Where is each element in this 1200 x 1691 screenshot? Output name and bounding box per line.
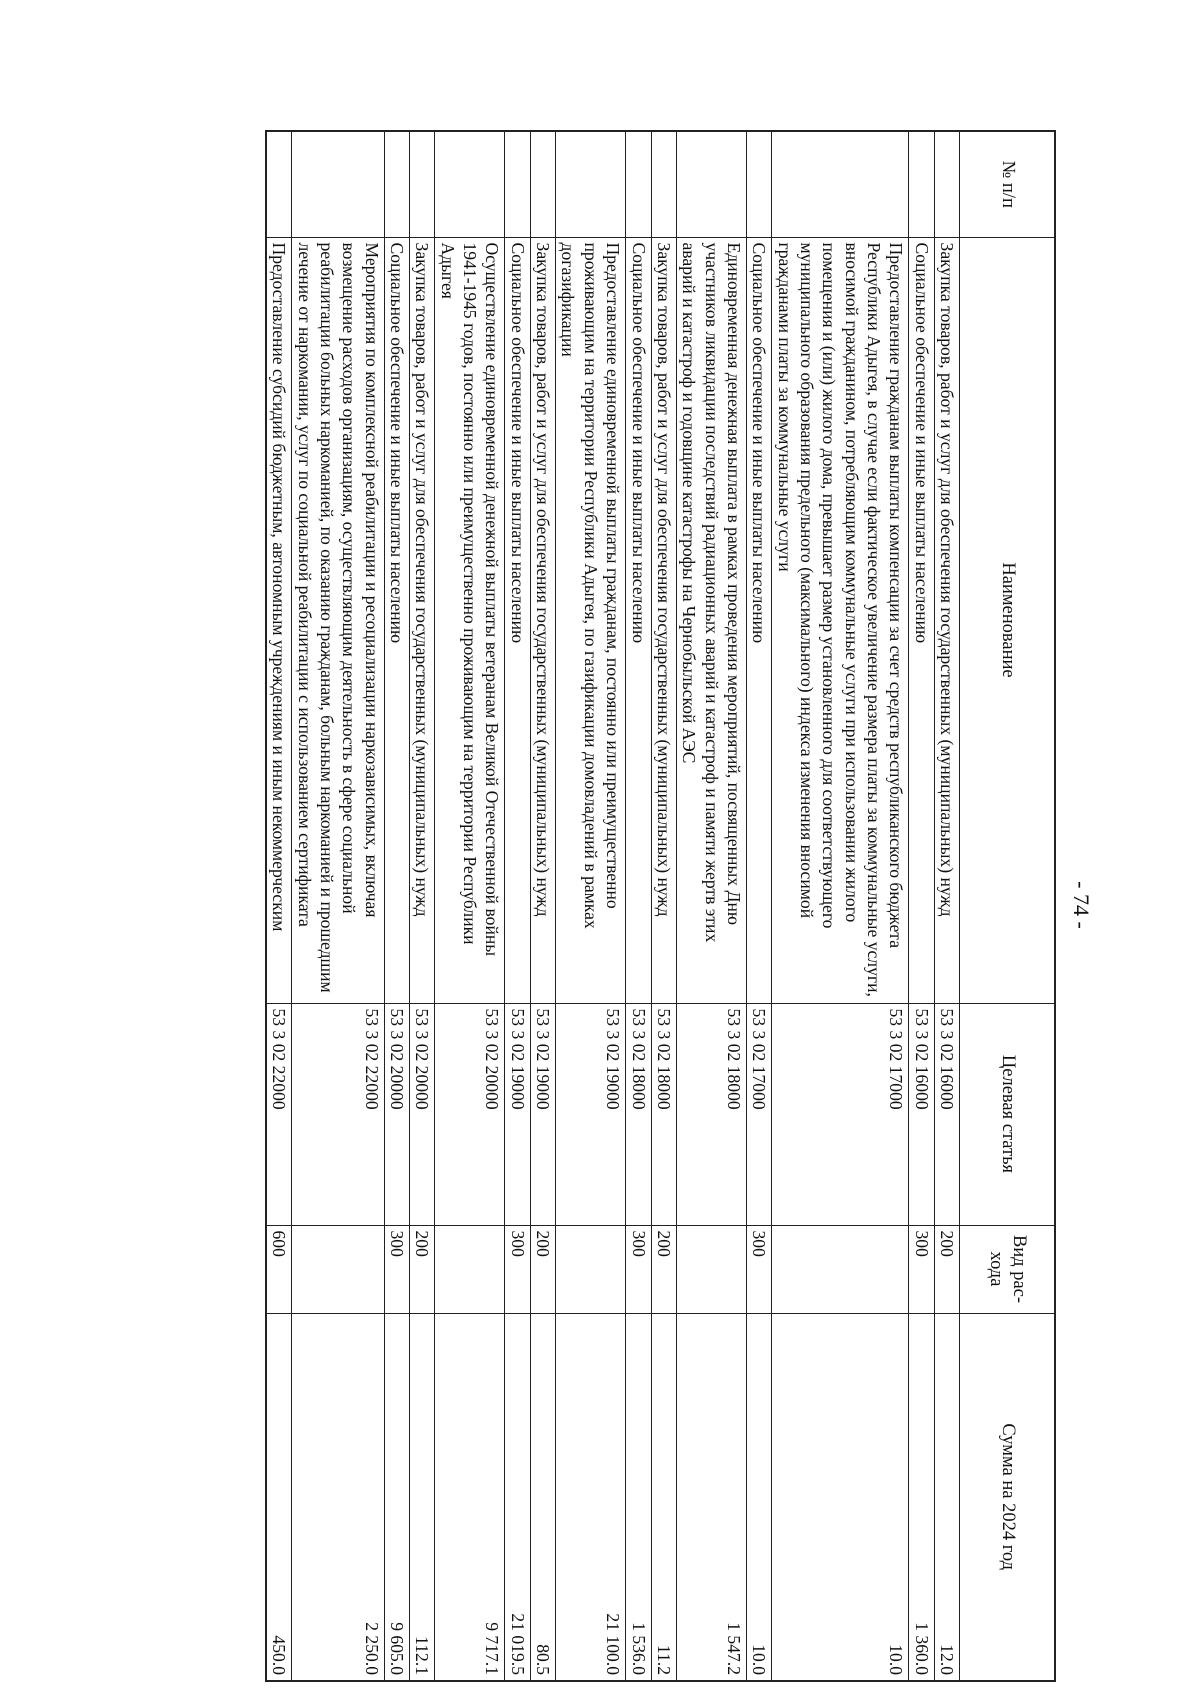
row-target-cell: 53 3 02 20000 — [384, 1003, 409, 1225]
row-sum-cell: 9 717.1 — [435, 1313, 505, 1681]
table-row — [530, 131, 555, 1681]
table-row — [556, 131, 626, 1681]
row-num-cell — [934, 131, 959, 237]
table-row — [772, 131, 909, 1681]
row-name-cell: Закупка товаров, работ и услуг для обеспечения государственных (муниципальных) нужд — [651, 237, 676, 1003]
table-row — [909, 131, 934, 1681]
row-kind-cell — [435, 1225, 505, 1313]
table-row — [746, 131, 771, 1681]
col-header-kind: Вид рас-хода — [960, 1225, 1056, 1313]
row-kind-cell: 300 — [384, 1225, 409, 1313]
row-num-cell — [530, 131, 555, 237]
row-kind-cell: 300 — [505, 1225, 530, 1313]
row-name-cell: Социальное обеспечение и иные выплаты населению — [626, 237, 651, 1003]
row-sum-cell: 80.5 — [530, 1313, 555, 1681]
table-row — [266, 131, 292, 1681]
row-name-cell: Мероприятия по комплексной реабилитации и ресоциализации наркозависимых, включая возмещение расходов организациям, осуществляющим деятельность в сфере социальной реабилитации больных наркоманией, по оказанию гражданам, больным наркоманией и прошедшим лечение от наркомании, услуг по социальной реабилитации с использованием сертификата — [292, 237, 384, 1003]
row-target-cell: 53 3 02 17000 — [772, 1003, 909, 1225]
row-name-cell: Социальное обеспечение и иные выплаты населению — [746, 237, 771, 1003]
row-kind-cell: 200 — [410, 1225, 435, 1313]
row-sum-cell: 112.1 — [410, 1313, 435, 1681]
table-row — [410, 131, 435, 1681]
row-target-cell: 53 3 02 19000 — [505, 1003, 530, 1225]
table-row — [626, 131, 651, 1681]
row-sum-cell: 10.0 — [746, 1313, 771, 1681]
row-kind-cell: 200 — [651, 1225, 676, 1313]
row-target-cell: 53 3 02 19000 — [530, 1003, 555, 1225]
table-row — [435, 131, 505, 1681]
col-header-name: Наименование — [960, 237, 1056, 1003]
col-header-num: № п/п — [960, 131, 1056, 237]
col-header-sum: Сумма на 2024 год — [960, 1313, 1056, 1681]
rotated-page — [223, 130, 1098, 1680]
row-target-cell: 53 3 02 19000 — [556, 1003, 626, 1225]
row-kind-cell: 200 — [530, 1225, 555, 1313]
row-target-cell: 53 3 02 20000 — [435, 1003, 505, 1225]
budget-table — [265, 130, 1056, 1682]
row-kind-cell — [676, 1225, 746, 1313]
table-body — [266, 131, 959, 1681]
row-sum-cell: 12.0 — [934, 1313, 959, 1681]
row-name-cell: Осуществление единовременной денежной выплаты ветеранам Великой Отечественной войны 1941-1945 годов, постоянно или преимущественно проживающим на территории Республики Адыгея — [435, 237, 505, 1003]
row-sum-cell: 9 605.0 — [384, 1313, 409, 1681]
row-name-cell: Предоставление субсидий бюджетным, автономным учреждениям и иным некоммерческим — [266, 237, 292, 1003]
row-target-cell: 53 3 02 17000 — [746, 1003, 771, 1225]
row-target-cell: 53 3 02 22000 — [266, 1003, 292, 1225]
row-num-cell — [384, 131, 409, 237]
row-sum-cell: 11.2 — [651, 1313, 676, 1681]
row-sum-cell: 21 100.0 — [556, 1313, 626, 1681]
row-num-cell — [651, 131, 676, 237]
row-name-cell: Единовременная денежная выплата в рамках проведения мероприятий, посвященных Дню участников ликвидации последствий радиационных аварий и катастроф и памяти жертв этих аварий и катастроф и годовщине катастрофы на Чернобыльской АЭС — [676, 237, 746, 1003]
row-kind-cell — [292, 1225, 384, 1313]
row-kind-cell: 200 — [934, 1225, 959, 1313]
row-kind-cell: 600 — [266, 1225, 292, 1313]
row-num-cell — [435, 131, 505, 237]
row-target-cell: 53 3 02 16000 — [934, 1003, 959, 1225]
row-num-cell — [410, 131, 435, 237]
row-kind-cell — [772, 1225, 909, 1313]
row-sum-cell: 1 547.2 — [676, 1313, 746, 1681]
row-num-cell — [292, 131, 384, 237]
table-row — [292, 131, 384, 1681]
row-name-cell: Предоставление гражданам выплаты компенсации за счет средств республиканского бюджета Республики Адыгея, в случае если фактическое увеличение размера платы за коммунальные услуги, вносимой гражданином, потребляющим коммунальные услуги при использовании жилого помещения и (или) жилого дома, превышает размер установленного для соответствующего муниципального образования предельного (максимального) индекса изменения вносимой гражданами платы за коммунальные услуги — [772, 237, 909, 1003]
row-num-cell — [505, 131, 530, 237]
row-target-cell: 53 3 02 18000 — [676, 1003, 746, 1225]
col-header-target: Целевая статья — [960, 1003, 1056, 1225]
row-sum-cell: 21 019.5 — [505, 1313, 530, 1681]
row-sum-cell: 1 360.0 — [909, 1313, 934, 1681]
row-target-cell: 53 3 02 22000 — [292, 1003, 384, 1225]
row-num-cell — [772, 131, 909, 237]
row-num-cell — [746, 131, 771, 237]
row-num-cell — [626, 131, 651, 237]
row-sum-cell: 450.0 — [266, 1313, 292, 1681]
table-row — [505, 131, 530, 1681]
row-target-cell: 53 3 02 18000 — [651, 1003, 676, 1225]
row-sum-cell: 2 250.0 — [292, 1313, 384, 1681]
row-name-cell: Социальное обеспечение и иные выплаты населению — [909, 237, 934, 1003]
table-row — [384, 131, 409, 1681]
table-row — [676, 131, 746, 1681]
row-num-cell — [676, 131, 746, 237]
table-row — [934, 131, 959, 1681]
row-kind-cell: 300 — [746, 1225, 771, 1313]
row-kind-cell: 300 — [626, 1225, 651, 1313]
row-num-cell — [266, 131, 292, 237]
row-target-cell: 53 3 02 16000 — [909, 1003, 934, 1225]
row-target-cell: 53 3 02 18000 — [626, 1003, 651, 1225]
page-number: - 74 - — [1069, 881, 1094, 929]
row-name-cell: Закупка товаров, работ и услуг для обеспечения государственных (муниципальных) нужд — [410, 237, 435, 1003]
row-target-cell: 53 3 02 20000 — [410, 1003, 435, 1225]
row-name-cell: Закупка товаров, работ и услуг для обеспечения государственных (муниципальных) нужд — [934, 237, 959, 1003]
row-kind-cell — [556, 1225, 626, 1313]
row-sum-cell: 10.0 — [772, 1313, 909, 1681]
row-name-cell: Предоставление единовременной выплаты гражданам, постоянно или преимущественно проживающим на территории Республики Адыгея, по газификации домовладений в рамках догазификации — [556, 237, 626, 1003]
row-name-cell: Социальное обеспечение и иные выплаты населению — [505, 237, 530, 1003]
row-sum-cell: 1 536.0 — [626, 1313, 651, 1681]
table-header-row — [960, 131, 1056, 1681]
row-name-cell: Закупка товаров, работ и услуг для обеспечения государственных (муниципальных) нужд — [530, 237, 555, 1003]
row-num-cell — [556, 131, 626, 237]
table-row — [651, 131, 676, 1681]
row-num-cell — [909, 131, 934, 237]
row-name-cell: Социальное обеспечение и иные выплаты населению — [384, 237, 409, 1003]
row-kind-cell: 300 — [909, 1225, 934, 1313]
